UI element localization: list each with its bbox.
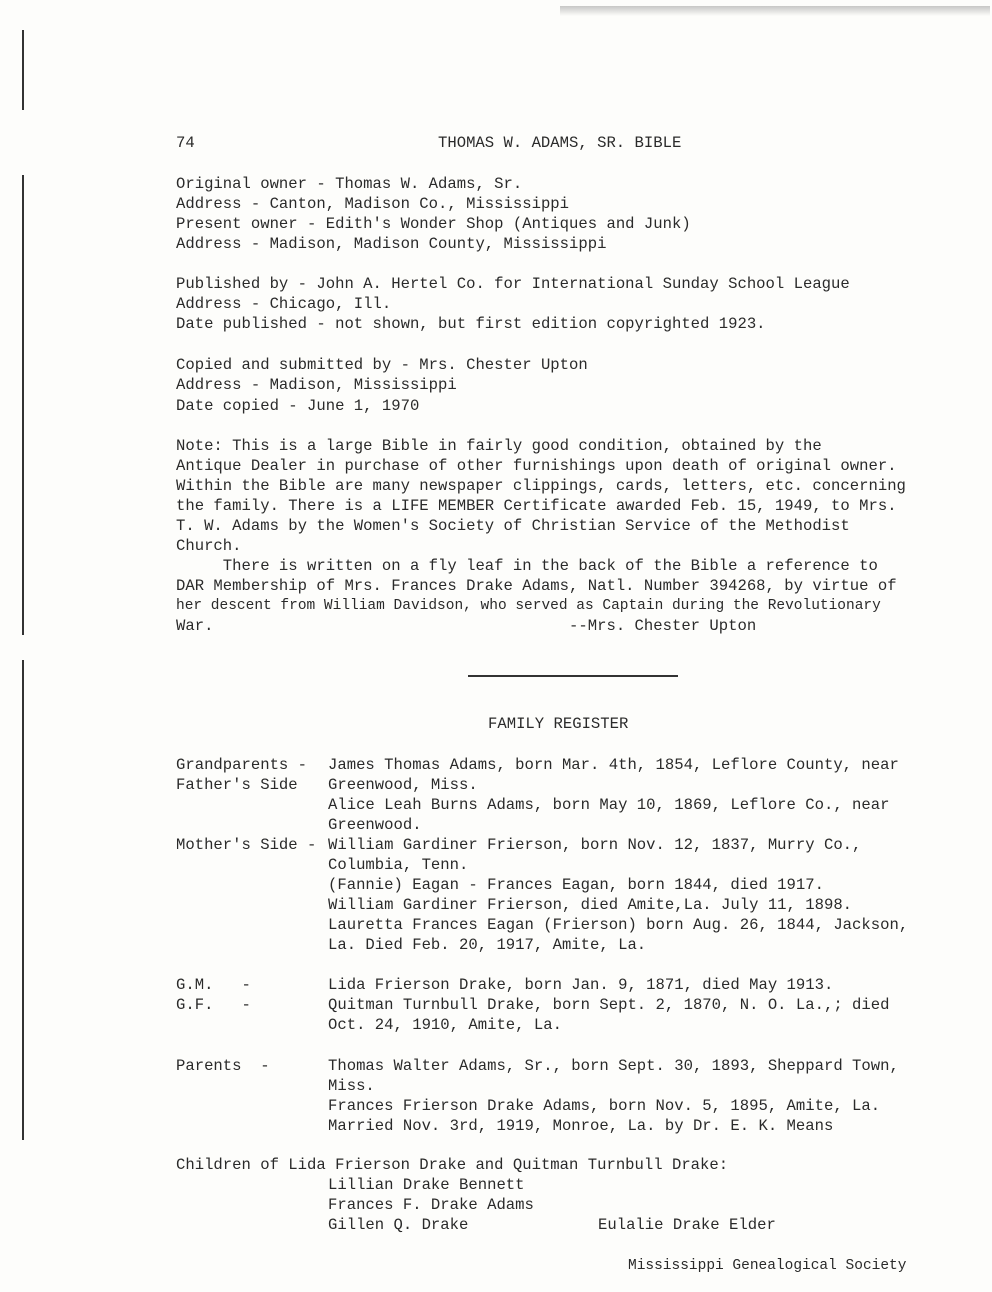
register-entry: James Thomas Adams, born Mar. 4th, 1854, Leflore County, near xyxy=(328,756,899,774)
footer-credit: Mississippi Genealogical Society xyxy=(628,1258,907,1274)
note-line: T. W. Adams by the Women's Society of Christian Service of the Methodist xyxy=(176,517,850,535)
register-entry: Frances Frierson Drake Adams, born Nov. 5, 1895, Amite, La. xyxy=(328,1097,881,1115)
page-title: THOMAS W. ADAMS, SR. BIBLE xyxy=(438,134,682,152)
submission-line: Copied and submitted by - Mrs. Chester Upton xyxy=(176,356,588,374)
register-entry: Greenwood. xyxy=(328,816,422,834)
note-line: Within the Bible are many newspaper clippings, cards, letters, etc. concerning xyxy=(176,477,906,495)
register-entry: Miss. xyxy=(328,1077,375,1095)
scan-edge-mark xyxy=(22,30,24,110)
scan-edge-mark xyxy=(22,660,24,1140)
register-entry: Lauretta Frances Eagan (Frierson) born Aug. 26, 1844, Jackson, xyxy=(328,916,909,934)
register-entry: Greenwood, Miss. xyxy=(328,776,478,794)
register-entry: William Gardiner Frierson, born Nov. 12, 1837, Murry Co., xyxy=(328,836,862,854)
register-entry: Alice Leah Burns Adams, born May 10, 1869, Leflore Co., near xyxy=(328,796,890,814)
register-heading: FAMILY REGISTER xyxy=(488,715,629,733)
register-label: G.F. - xyxy=(176,996,251,1014)
register-label: Mother's Side - xyxy=(176,836,317,854)
note-line: her descent from William Davidson, who served as Captain during the Revolutionary xyxy=(176,598,881,614)
section-divider xyxy=(468,675,678,677)
child-entry: Frances F. Drake Adams xyxy=(328,1196,534,1214)
publication-line: Date published - not shown, but first edition copyrighted 1923. xyxy=(176,315,766,333)
page-number: 74 xyxy=(176,134,195,152)
note-line: DAR Membership of Mrs. Frances Drake Adams, Natl. Number 394268, by virtue of xyxy=(176,577,897,595)
ownership-line: Address - Canton, Madison Co., Mississippi xyxy=(176,195,570,213)
register-entry: (Fannie) Eagan - Frances Eagan, born 1844, died 1917. xyxy=(328,876,824,894)
note-line: Antique Dealer in purchase of other furnishings upon death of original owner. xyxy=(176,457,897,475)
scan-edge-mark xyxy=(22,175,24,635)
register-entry: La. Died Feb. 20, 1917, Amite, La. xyxy=(328,936,647,954)
ownership-line: Original owner - Thomas W. Adams, Sr. xyxy=(176,175,523,193)
child-entry: Eulalie Drake Elder xyxy=(598,1216,776,1234)
register-entry: William Gardiner Frierson, died Amite,La. July 11, 1898. xyxy=(328,896,853,914)
child-entry: Lillian Drake Bennett xyxy=(328,1176,525,1194)
register-label: Father's Side xyxy=(176,776,298,794)
register-entry: Thomas Walter Adams, Sr., born Sept. 30, 1893, Sheppard Town, xyxy=(328,1057,899,1075)
note-line: War. --Mrs. Chester Upton xyxy=(176,617,757,635)
publication-line: Address - Chicago, Ill. xyxy=(176,295,392,313)
scan-shadow xyxy=(560,6,990,16)
register-entry: Quitman Turnbull Drake, born Sept. 2, 1870, N. O. La.,; died xyxy=(328,996,890,1014)
child-entry: Gillen Q. Drake xyxy=(328,1216,469,1234)
note-line: the family. There is a LIFE MEMBER Certificate awarded Feb. 15, 1949, to Mrs. xyxy=(176,497,897,515)
ownership-line: Present owner - Edith's Wonder Shop (Antiques and Junk) xyxy=(176,215,691,233)
register-label: G.M. - xyxy=(176,976,251,994)
register-entry: Married Nov. 3rd, 1919, Monroe, La. by Dr. E. K. Means xyxy=(328,1117,834,1135)
note-line: There is written on a fly leaf in the back of the Bible a reference to xyxy=(176,557,878,575)
register-entry: Oct. 24, 1910, Amite, La. xyxy=(328,1016,562,1034)
submission-line: Address - Madison, Mississippi xyxy=(176,376,457,394)
submission-line: Date copied - June 1, 1970 xyxy=(176,397,420,415)
register-label: Parents - xyxy=(176,1057,270,1075)
register-label: Grandparents - xyxy=(176,756,308,774)
register-entry: Columbia, Tenn. xyxy=(328,856,469,874)
publication-line: Published by - John A. Hertel Co. for International Sunday School League xyxy=(176,275,850,293)
note-line: Church. xyxy=(176,537,242,555)
note-line: Note: This is a large Bible in fairly good condition, obtained by the xyxy=(176,437,822,455)
register-entry: Lida Frierson Drake, born Jan. 9, 1871, died May 1913. xyxy=(328,976,834,994)
children-heading: Children of Lida Frierson Drake and Quitman Turnbull Drake: xyxy=(176,1156,729,1174)
ownership-line: Address - Madison, Madison County, Mississippi xyxy=(176,235,607,253)
